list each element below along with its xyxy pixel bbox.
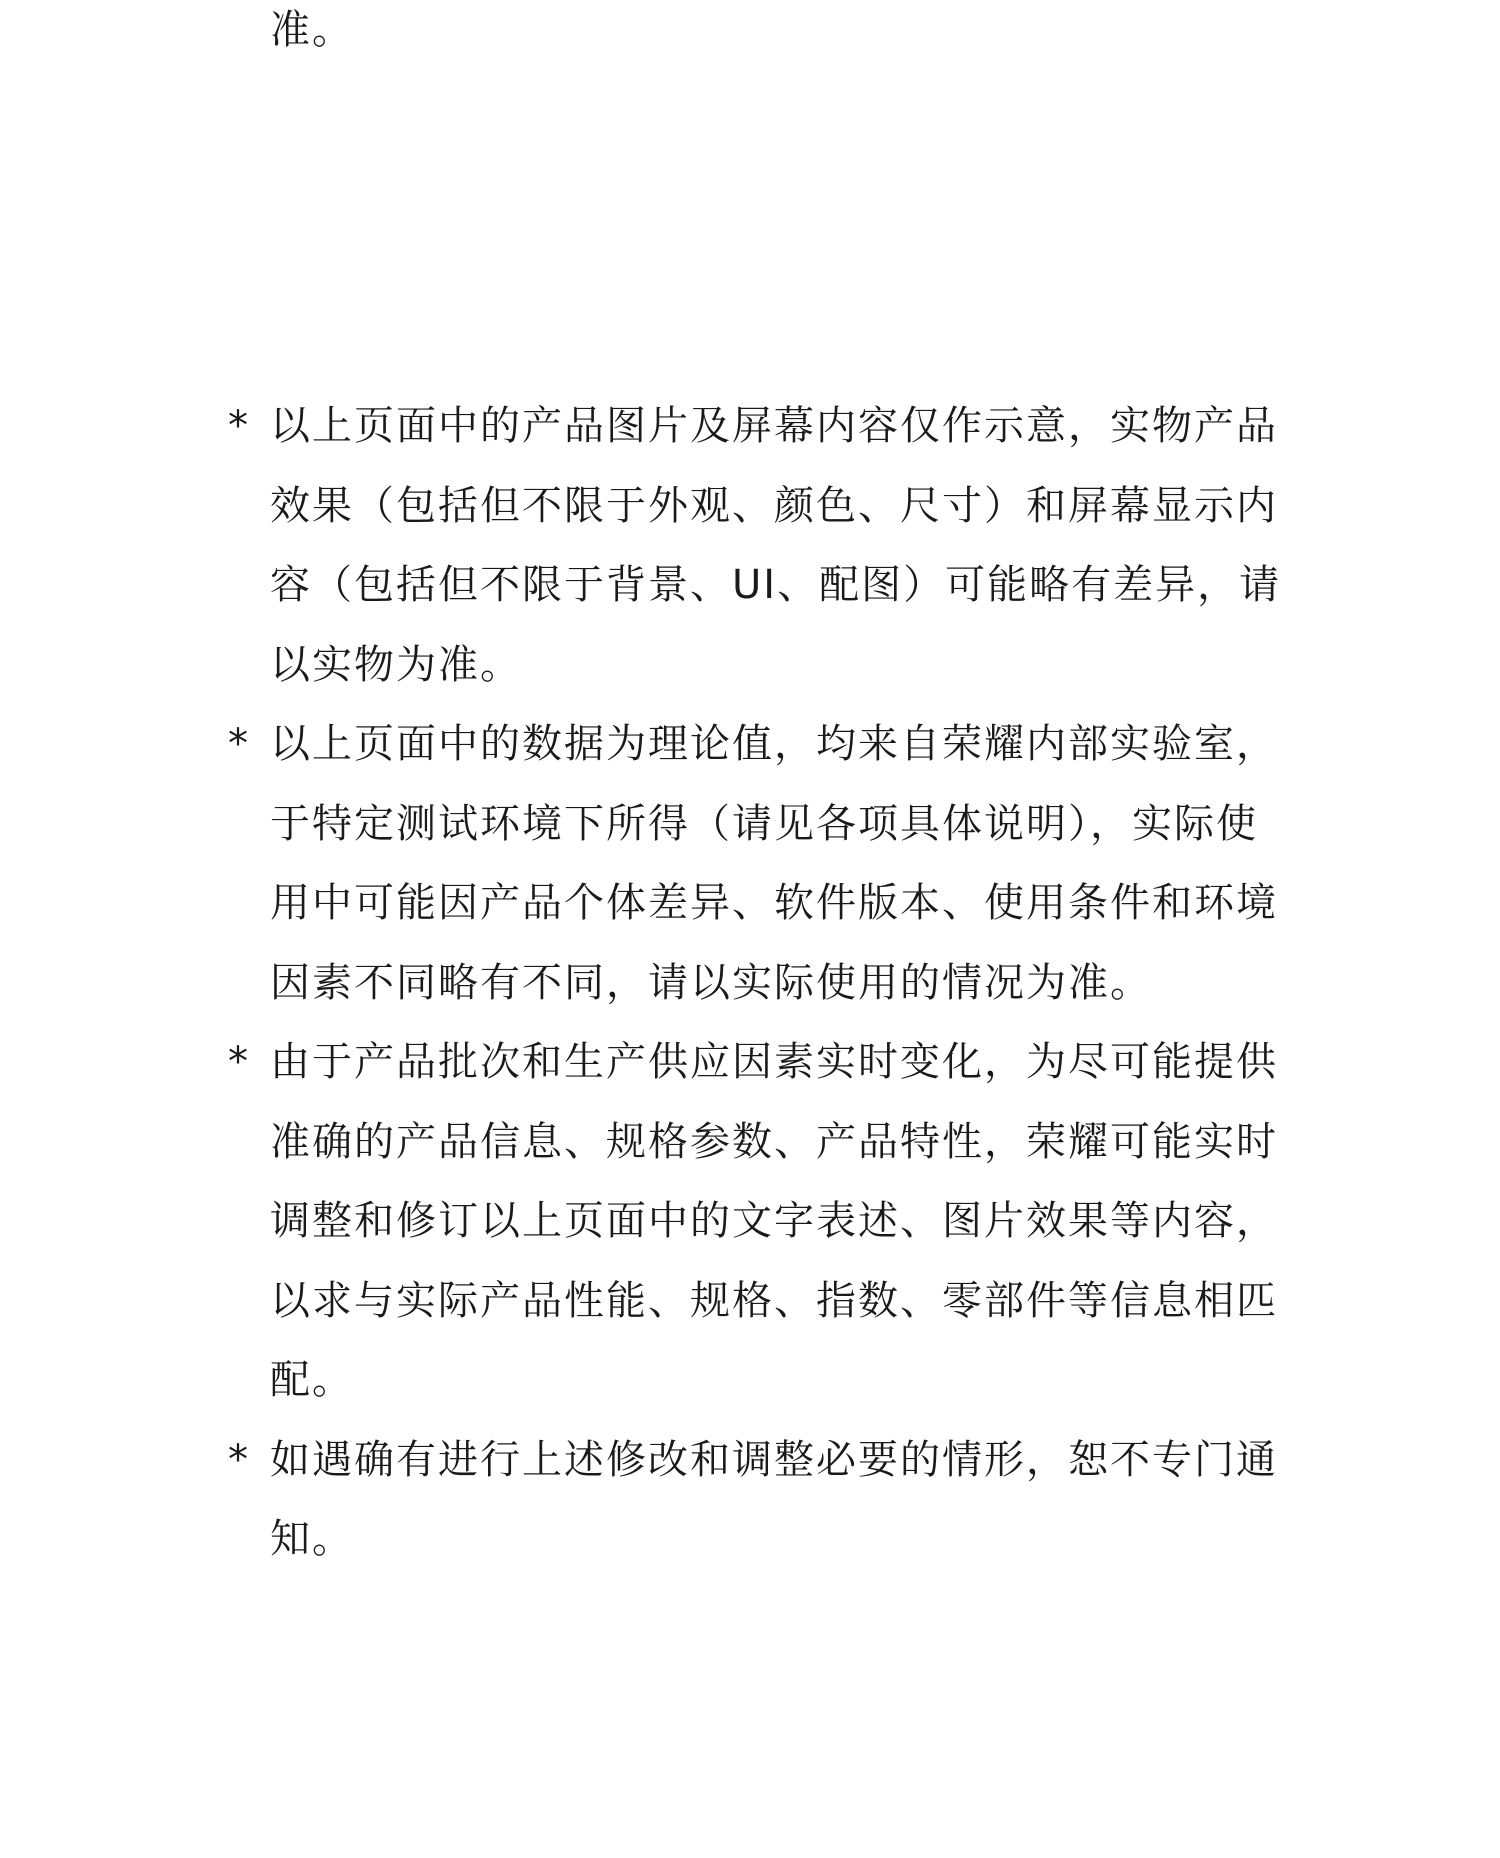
previous-paragraph-fragment: 准。: [270, 7, 354, 53]
bullet-asterisk: *: [228, 403, 250, 449]
bullet-asterisk: *: [228, 721, 250, 767]
disclaimer-item: [228, 1023, 1288, 1421]
disclaimer-text: 以上页面中的产品图片及屏幕内容仅作示意，实物产品效果（包括但不限于外观、颜色、尺寸）和屏幕显示内容（包括但不限于背景、UI、配图）可能略有差异，请以实物为准。: [270, 403, 1282, 688]
disclaimer-text: 以上页面中的数据为理论值，均来自荣耀内部实验室，于特定测试环境下所得（请见各项具体说明），实际使用中可能因产品个体差异、软件版本、使用条件和环境因素不同略有不同，请以实际使用的情况为准。: [270, 721, 1278, 1006]
bullet-asterisk: *: [228, 1436, 250, 1483]
disclaimer-item: [228, 705, 1288, 1023]
bullet-asterisk: *: [228, 1039, 250, 1085]
disclaimer-item: [228, 1421, 1288, 1580]
disclaimer-text: 由于产品批次和生产供应因素实时变化，为尽可能提供准确的产品信息、规格参数、产品特性，荣耀可能实时调整和修订以上页面中的文字表述、图片效果等内容，以求与实际产品性能、规格、指数、零部件等信息相匹配。: [270, 1039, 1278, 1403]
disclaimer-item: [228, 387, 1288, 705]
disclaimer-text: 如遇确有进行上述修改和调整必要的情形，恕不专门通知。: [270, 1436, 1278, 1562]
disclaimer-list: [228, 387, 1288, 1580]
